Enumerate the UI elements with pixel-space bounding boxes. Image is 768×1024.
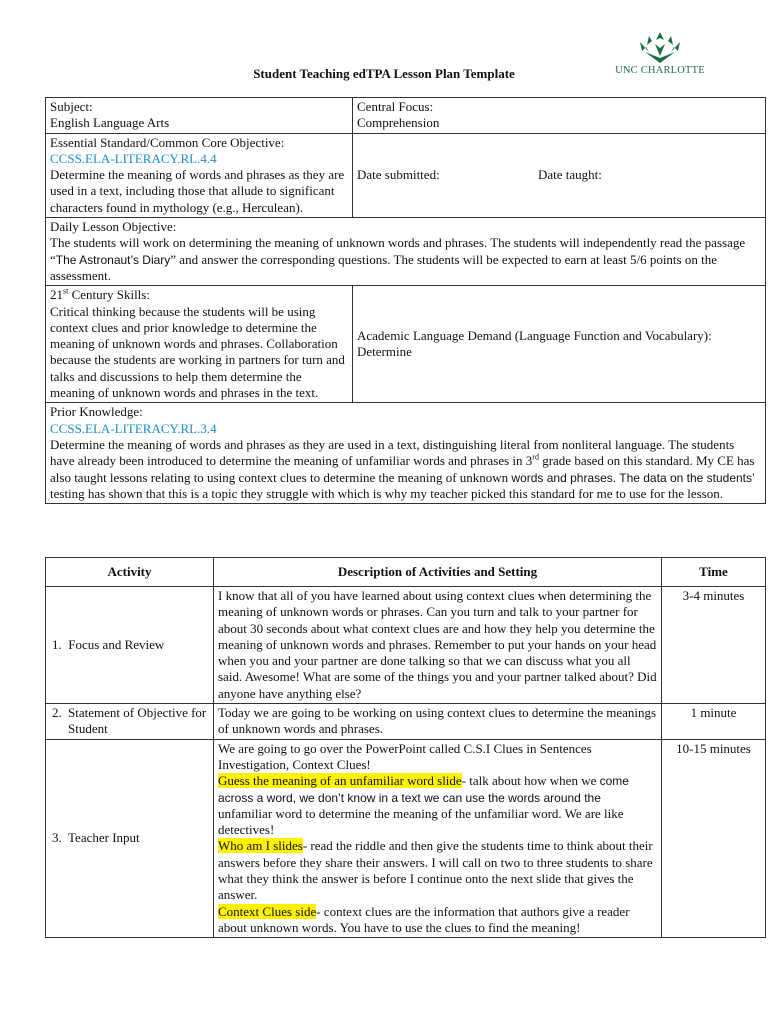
activity-name-cell	[46, 739, 214, 938]
activity-name-cell	[46, 587, 214, 704]
description-header: Description of Activities and Setting	[214, 558, 662, 587]
activity-number: 2.	[52, 705, 62, 721]
activity-time: 10-15 minutes	[662, 739, 766, 938]
essential-standard-link[interactable]: CCSS.ELA-LITERACY.RL.4.4	[50, 150, 217, 166]
academic-language-value: Determine	[357, 344, 412, 360]
dates-cell	[353, 133, 766, 217]
highlight-slide-3: Context Clues side	[218, 903, 317, 919]
essential-text: Determine the meaning of words and phrases as they are used in a text, including those that allude to significant characters found in mythology (e.g., Herculean).	[50, 167, 345, 215]
daily-objective-label: Daily Lesson Objective:	[50, 219, 177, 235]
central-focus-label: Central Focus:	[357, 99, 434, 114]
highlight-slide-1: Guess the meaning of an unfamiliar word slide	[218, 773, 462, 789]
activity-header: Activity	[46, 558, 214, 587]
subject-row	[46, 98, 766, 134]
prior-knowledge-cell	[46, 403, 766, 504]
time-header: Time	[662, 558, 766, 587]
activity-time: 3-4 minutes	[662, 587, 766, 704]
activity-row-focus	[46, 587, 766, 704]
logo-text: UNC CHARLOTTE	[615, 65, 705, 76]
essential-row	[46, 133, 766, 217]
essential-label: Essential Standard/Common Core Objective:	[50, 134, 285, 150]
daily-objective-cell	[46, 218, 766, 286]
teacher-input-slide-1: Guess the meaning of an unfamiliar word slide- talk about how when we come across a word, we don’t know in a text we can use the words around the unfamiliar word to determine the meaning of the unfamiliar word. We are like detectives!	[218, 773, 629, 838]
subject-cell	[46, 98, 353, 134]
activity-name: Focus and Review	[68, 636, 165, 652]
activity-row-objective	[46, 704, 766, 740]
activity-row-teacher-input	[46, 739, 766, 938]
teacher-input-intro: We are going to go over the PowerPoint called C.S.I Clues in Sentences Investigation, Context Clues!	[218, 740, 592, 772]
academic-language-label: Academic Language Demand (Language Function and Vocabulary):	[357, 328, 712, 343]
activity-name: Teacher Input	[68, 830, 140, 846]
central-focus-value: Comprehension	[357, 115, 440, 131]
prior-standard-link[interactable]: CCSS.ELA-LITERACY.RL.3.4	[50, 420, 217, 436]
subject-label: Subject:	[50, 99, 93, 114]
teacher-input-slide-3: Context Clues side- context clues are the information that authors give a reader about unknown words. You have to use the clues to find the meaning!	[218, 903, 630, 935]
activity-number: 1.	[52, 636, 62, 652]
daily-objective-row	[46, 218, 766, 286]
activity-description	[214, 739, 662, 938]
activity-name-cell	[46, 704, 214, 740]
prior-knowledge-text: Determine the meaning of words and phrases as they are used in a text, distinguishing literal from nonliteral language. The students have already been introduced to determine the meaning of unfamiliar words and phrases in 3rd grade based on this standard. My CE has also taught lessons relating to using context clues to determine the meaning of unknown words and phrases. The data on the students’ testing has shown that this is a topic they struggle with which is why my teacher picked this standard for me to use for the lesson.	[50, 436, 755, 501]
skills-label: 21st Century Skills:	[50, 286, 150, 303]
crown-logo-icon	[635, 30, 685, 64]
activity-time: 1 minute	[662, 704, 766, 740]
date-submitted-label: Date submitted:	[357, 167, 440, 183]
lesson-plan-table	[45, 97, 766, 504]
skills-text: Critical thinking because the students will be using context clues and prior knowledge to determine the meaning of unknown words and phrases. Collaboration because the students are working in partners for turn and talks and discussions to help them determine the meaning of unknown words and phrases in the text.	[50, 303, 345, 401]
prior-knowledge-label: Prior Knowledge:	[50, 404, 143, 420]
teacher-input-slide-2: Who am I slides- read the riddle and then give the students time to think about their answers before they share their answers. I will call on two to three students to share what they think the answer is before I continue onto the next slide that gives the answer.	[218, 838, 653, 903]
activity-number: 3.	[52, 830, 62, 846]
activities-header-row	[46, 558, 766, 587]
subject-value: English Language Arts	[50, 115, 170, 131]
document-title: Student Teaching edTPA Lesson Plan Template	[253, 66, 515, 81]
skills-cell	[46, 286, 353, 403]
passage-title: The Astronaut’s Diary	[55, 252, 171, 267]
activity-name: Statement of Objective for Student	[68, 705, 207, 737]
central-focus-cell	[353, 98, 766, 134]
activities-table	[45, 557, 766, 938]
daily-objective-text: The students will work on determining the meaning of unknown words and phrases. The students will independently read the passage “The Astronaut’s Diary” and answer the corresponding questions. The students will be expected to earn at least 5/6 points on the assessment.	[50, 235, 746, 283]
activity-description: I know that all of you have learned about using context clues when determining the meaning of unknown words or phrases. Can you turn and talk to your partner for about 30 seconds about what context clues are and how they help you determine the meaning of unknown words and phrases. Remember to put your hands on your head when you and your partner are done talking so that we can discuss what you all said. Awesome! What are some of the things you and your partner talked about? Did anyone have anything else?	[214, 587, 662, 704]
date-taught-label: Date taught:	[538, 167, 602, 183]
highlight-slide-2: Who am I slides	[218, 838, 303, 854]
prior-knowledge-row	[46, 403, 766, 504]
skills-row	[46, 286, 766, 403]
essential-cell	[46, 133, 353, 217]
activity-description: Today we are going to be working on using context clues to determine the meanings of unknown words and phrases.	[214, 704, 662, 740]
academic-language-cell	[353, 286, 766, 403]
